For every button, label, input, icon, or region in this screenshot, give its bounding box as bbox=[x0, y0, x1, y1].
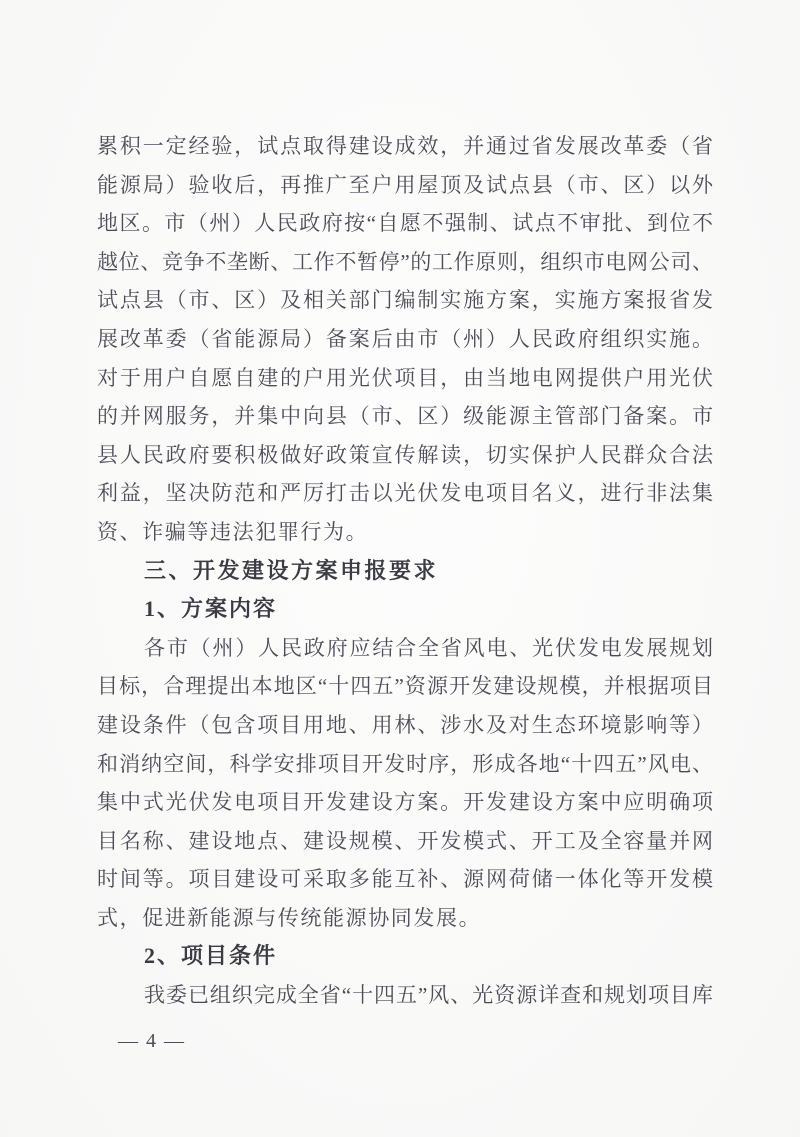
text-line: 地区。市（州）人民政府按“自愿不强制、试点不审批、到位不 bbox=[97, 211, 713, 236]
text-line: 和消纳空间，科学安排项目开发时序，形成各地“十四五”风电、 bbox=[97, 751, 713, 776]
text-line: 资、诈骗等违法犯罪行为。 bbox=[97, 519, 369, 544]
text-line: 的并网服务，并集中向县（市、区）级能源主管部门备案。市 bbox=[97, 404, 713, 429]
text-line: 对于用户自愿自建的户用光伏项目，由当地电网提供户用光伏 bbox=[97, 365, 713, 390]
section-heading: 1、方案内容 bbox=[144, 596, 278, 622]
section-heading: 三、开发建设方案申报要求 bbox=[144, 557, 439, 583]
text-line: 时间等。项目建设可采取多能互补、源网荷储一体化等开发模 bbox=[97, 867, 713, 892]
text-line: 建设条件（包含项目用地、用林、涉水及对生态环境影响等） bbox=[97, 712, 713, 737]
text-line: 我委已组织完成全省“十四五”风、光资源详查和规划项目库 bbox=[144, 983, 713, 1008]
text-line: 展改革委（省能源局）备案后由市（州）人民政府组织实施。 bbox=[97, 326, 713, 351]
text-line: 各市（州）人民政府应结合全省风电、光伏发电发展规划 bbox=[144, 635, 713, 660]
text-line: 目标，合理提出本地区“十四五”资源开发建设规模，并根据项目 bbox=[97, 674, 713, 699]
text-line: 能源局）验收后，再推广至户用屋顶及试点县（市、区）以外 bbox=[97, 172, 713, 197]
text-line: 目名称、建设地点、建设规模、开发模式、开工及全容量并网 bbox=[97, 828, 713, 853]
document-text bbox=[97, 127, 713, 1015]
text-line: 利益，坚决防范和严厉打击以光伏发电项目名义，进行非法集 bbox=[97, 481, 713, 506]
text-line: 式，促进新能源与传统能源协同发展。 bbox=[97, 905, 482, 930]
text-line: 集中式光伏发电项目开发建设方案。开发建设方案中应明确项 bbox=[97, 790, 713, 815]
text-line: 县人民政府要积极做好政策宣传解读，切实保护人民群众合法 bbox=[97, 442, 713, 467]
page-number: — 4 — bbox=[118, 1030, 186, 1052]
section-heading: 2、项目条件 bbox=[144, 943, 278, 969]
text-line: 越位、竞争不垄断、工作不暂停”的工作原则，组织市电网公司、 bbox=[97, 249, 713, 274]
text-line: 累积一定经验，试点取得建设成效，并通过省发展改革委（省 bbox=[97, 134, 713, 158]
text-line: 试点县（市、区）及相关部门编制实施方案，实施方案报省发 bbox=[97, 288, 713, 313]
